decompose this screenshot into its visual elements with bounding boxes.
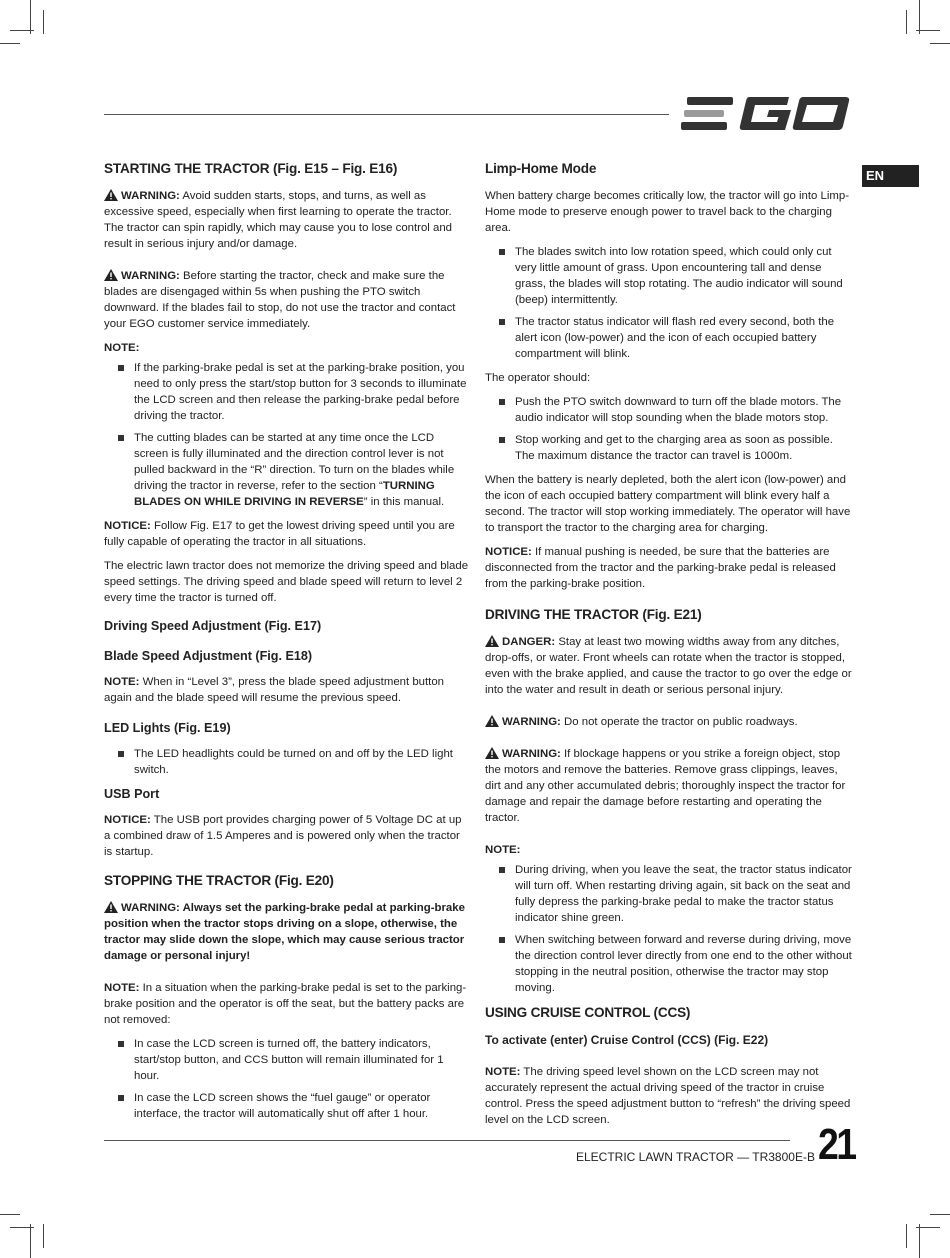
body-paragraph: When battery charge becomes critically low, the tractor will go into Limp-Home mode to preserve enough power to travel back to the charging area. — [485, 190, 850, 234]
header-rule — [104, 114, 669, 115]
note-paragraph — [104, 980, 470, 1028]
crop-mark — [906, 1224, 907, 1248]
footer-product-name: ELECTRIC LAWN TRACTOR — TR3800E-B — [576, 1150, 815, 1164]
list-item: In case the LCD screen is turned off, the battery indicators, start/stop button, and CCS button will remain illuminated for 1 hour. — [134, 1036, 470, 1084]
crop-mark — [919, 1224, 920, 1258]
warning-paragraph — [104, 188, 470, 252]
operator-list — [485, 394, 853, 464]
crop-mark — [930, 1214, 950, 1215]
list-item: The LED headlights could be turned on and off by the LED light switch. — [134, 746, 470, 778]
warning-icon — [485, 715, 499, 727]
section-title: USING CRUISE CONTROL (CCS) — [485, 1005, 691, 1020]
danger-icon — [485, 635, 499, 647]
note-label: NOTE: — [104, 982, 140, 994]
crop-mark — [10, 30, 34, 31]
list-item-text: The cutting blades can be started at any time once the LCD screen is fully illuminated and the direction control lever is not pulled backward in the “R” direction. To turn on the blades while driving the tractor in reverse, refer to the section “ — [134, 432, 455, 492]
list-item: If the parking-brake pedal is set at the parking-brake position, you need to only press the start/stop button for 3 seconds to illuminate the LCD screen and then release the parking-brake pedal before driving the tractor. — [134, 360, 470, 424]
warning-label: WARNING: — [121, 270, 180, 282]
section-title: STARTING THE TRACTOR (Fig. E15 – Fig. E16) — [104, 161, 398, 176]
note-text: The driving speed level shown on the LCD screen may not accurately represent the actual driving speed of the tractor in cruise control. Press the speed adjustment button to “refresh” the driving speed level on the LCD screen. — [485, 1066, 851, 1126]
warning-paragraph — [485, 714, 853, 730]
warning-paragraph — [485, 746, 853, 826]
section-reference: TURNING BLADES ON WHILE DRIVING IN REVERSE — [134, 480, 435, 508]
crop-mark — [0, 43, 20, 44]
list-item: The tractor status indicator will flash red every second, both the alert icon (low-power) and the icon of each occupied battery compartment will blink. — [515, 314, 853, 362]
left-column — [104, 160, 470, 1130]
warning-paragraph — [104, 268, 470, 332]
warning-icon — [104, 269, 118, 281]
ego-logo — [681, 95, 851, 133]
crop-mark — [43, 1224, 44, 1248]
notice-text: The USB port provides charging power of 5 Voltage DC at up a combined draw of 1.5 Amperes and is powered only when the tractor is startup. — [104, 814, 462, 858]
section-title: STOPPING THE TRACTOR (Fig. E20) — [104, 873, 334, 888]
subsection-title: USB Port — [104, 787, 160, 801]
danger-label: DANGER: — [502, 636, 556, 648]
body-paragraph: When the battery is nearly depleted, both the alert icon (low-power) and the icon of each occupied battery compartment will blink every half a second. The tractor will stop working immediately. The operator will have to transport the tractor to the charging area for charging. — [485, 474, 851, 534]
notice-label: NOTICE: — [104, 520, 151, 532]
list-item — [134, 430, 470, 510]
warning-text: Always set the parking-brake pedal at parking-brake position when the tractor stops driving on a slope, otherwise, the tractor may slide down the slope, which may cause serious tractor damage or personal injury! — [104, 902, 465, 962]
warning-paragraph — [104, 900, 470, 964]
danger-text: Stay at least two mowing widths away from any ditches, drop-offs, or water. Front wheels can rotate when the tractor is stopped, even with the brake applied, and cause the tractor to go over the edge or into the water and result in death or serious personal injury. — [485, 636, 852, 696]
warning-icon — [104, 901, 118, 913]
led-list — [104, 746, 470, 778]
crop-mark — [0, 1214, 20, 1215]
section-title: Limp-Home Mode — [485, 161, 597, 176]
page-number: 21 — [818, 1120, 855, 1169]
crop-mark — [30, 0, 31, 34]
subsection-title: LED Lights (Fig. E19) — [104, 721, 231, 735]
notice-paragraph — [485, 544, 853, 592]
notice-text: Follow Fig. E17 to get the lowest driving speed until you are fully capable of operating the tractor in all situations. — [104, 520, 455, 548]
warning-label: WARNING: — [502, 748, 561, 760]
list-item: The blades switch into low rotation speed, which could only cut very little amount of grass. Upon encountering tall and dense grass, the blades will stop rotating. The audio indicator will sound (beep) intermittently. — [515, 244, 853, 308]
crop-mark — [906, 10, 907, 34]
notice-paragraph — [104, 812, 470, 860]
warning-icon — [485, 747, 499, 759]
list-item: During driving, when you leave the seat, the tractor status indicator will turn off. When restarting driving again, sit back on the seat and fully depress the parking-brake pedal to make the tractor status indicator shine green. — [515, 864, 852, 924]
list-item: Stop working and get to the charging area as soon as possible. The maximum distance the tractor can travel is 1000m. — [515, 432, 853, 464]
crop-mark — [916, 30, 940, 31]
driving-list — [485, 862, 853, 996]
notice-label: NOTICE: — [104, 814, 151, 826]
list-item-text: ” in this manual. — [363, 496, 445, 508]
list-item: When switching between forward and reverse during driving, move the direction control lever directly from one end to the other without stopping in the neutral position, otherwise the tractor may stop moving. — [515, 934, 852, 994]
warning-icon — [104, 189, 118, 201]
body-paragraph: The operator should: — [485, 372, 591, 384]
body-paragraph: The electric lawn tractor does not memorize the driving speed and blade speed settings. The driving speed and blade speed will return to level 2 every time the tractor is turned off. — [104, 560, 469, 604]
footer-rule — [104, 1140, 790, 1141]
note-heading: NOTE: — [485, 844, 521, 856]
warning-text: Avoid sudden starts, stops, and turns, as well as excessive speed, especially when first learning to operate the tractor. The tractor can spin rapidly, which may cause you to lose control and result in serious injury and/or damage. — [104, 190, 453, 250]
list-item: Push the PTO switch downward to turn off the blade motors. The audio indicator will stop sounding when the blade motors stop. — [515, 394, 853, 426]
crop-mark — [10, 1227, 34, 1228]
subsection-title: To activate (enter) Cruise Control (CCS) (Fig. E22) — [485, 1033, 769, 1047]
note-list — [104, 360, 470, 510]
warning-label: WARNING: — [502, 716, 561, 728]
crop-mark — [43, 10, 44, 34]
subsection-title: Driving Speed Adjustment (Fig. E17) — [104, 619, 322, 633]
crop-mark — [930, 43, 950, 44]
warning-text: Do not operate the tractor on public roadways. — [560, 716, 798, 728]
warning-label: WARNING: — [121, 190, 180, 202]
language-tab: EN — [862, 165, 919, 187]
crop-mark — [919, 0, 920, 34]
crop-mark — [30, 1224, 31, 1258]
notice-paragraph — [104, 518, 470, 550]
note-paragraph — [104, 674, 470, 706]
note-text: In a situation when the parking-brake pedal is set to the parking-brake position and the operator is off the seat, but the battery packs are not removed: — [104, 982, 467, 1026]
warning-label: WARNING: — [121, 902, 180, 914]
notice-text: If manual pushing is needed, be sure that the batteries are disconnected from the tractor and the parking-brake pedal is released from the parking-brake position. — [485, 546, 836, 590]
limp-list — [485, 244, 853, 362]
danger-paragraph — [485, 634, 853, 698]
crop-mark — [916, 1227, 940, 1228]
stop-list — [104, 1036, 470, 1122]
right-column — [485, 160, 853, 1136]
subsection-title: Blade Speed Adjustment (Fig. E18) — [104, 649, 313, 663]
warning-text: If blockage happens or you strike a foreign object, stop the motors and remove the batteries. Remove grass clippings, leaves, dirt and any other accumulated debris; thoroughly inspect the tractor for damage and repair the damage before restarting and operating the tractor. — [485, 748, 846, 824]
note-text: When in “Level 3”, press the blade speed adjustment button again and the blade speed will resume the previous speed. — [104, 676, 445, 704]
list-item: In case the LCD screen shows the “fuel gauge” or operator interface, the tractor will automatically shut off after 1 hour. — [134, 1090, 470, 1122]
note-label: NOTE: — [104, 676, 140, 688]
note-heading: NOTE: — [104, 342, 140, 354]
note-label: NOTE: — [485, 1066, 521, 1078]
notice-label: NOTICE: — [485, 546, 532, 558]
section-title: DRIVING THE TRACTOR (Fig. E21) — [485, 607, 702, 622]
warning-text: Before starting the tractor, check and make sure the blades are disengaged within 5s when pushing the PTO switch downward. If the blades fail to stop, do not use the tractor and contact your EGO customer service immediately. — [104, 270, 456, 330]
note-paragraph — [485, 1064, 853, 1128]
